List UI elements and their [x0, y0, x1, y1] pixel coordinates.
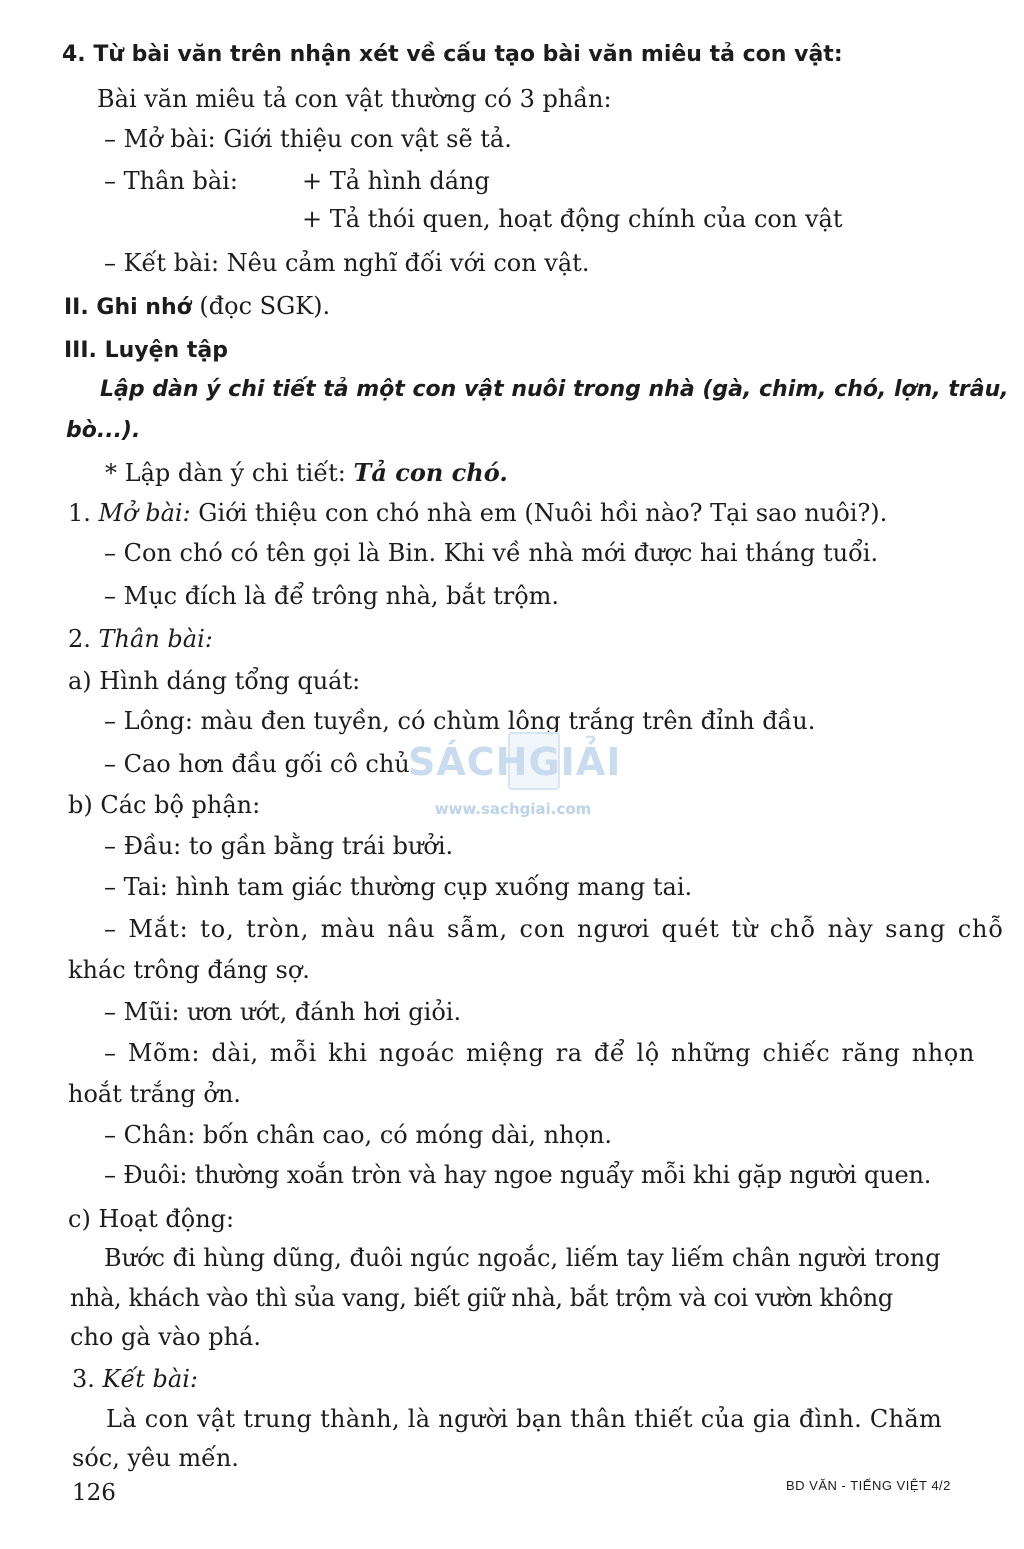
outline-title: Tả con chó.	[353, 458, 508, 487]
list-item-continuation: khác trông đáng sợ.	[68, 956, 310, 984]
list-item: – Mũi: ươn ướt, đánh hơi giỏi.	[104, 998, 462, 1026]
list-item: – Đầu: to gần bằng trái bưởi.	[104, 832, 454, 860]
paragraph-line: Là con vật trung thành, là người bạn thân thiết của gia đình. Chăm	[106, 1405, 943, 1433]
mo-bai-text: Giới thiệu con chó nhà em (Nuôi hồi nào? Tại sao nuôi?).	[198, 499, 888, 527]
list-item: – Lông: màu đen tuyền, có chùm lông trắng trên đỉnh đầu.	[104, 707, 816, 735]
list-item: – Mõm: dài, mỗi khi ngoác miệng ra để lộ những chiếc răng nhọn	[104, 1039, 975, 1067]
list-item: – Cao hơn đầu gối cô chủ.	[104, 750, 418, 778]
list-item: – Đuôi: thường xoắn tròn và hay ngoe nguẩy mỗi khi gặp người quen.	[104, 1161, 932, 1189]
list-item: – Chân: bốn chân cao, có móng dài, nhọn.	[104, 1121, 613, 1149]
section-2-note: (đọc SGK).	[199, 292, 331, 320]
outline-line	[105, 458, 508, 488]
mo-bai-num: 1.	[68, 499, 91, 527]
outline-prefix: * Lập dàn ý chi tiết:	[105, 459, 346, 487]
than-bai-heading	[68, 624, 213, 654]
watermark	[408, 726, 622, 822]
task-line-2: bò...).	[66, 418, 141, 443]
than-bai-item-2: + Tả thói quen, hoạt động chính của con vật	[302, 205, 843, 233]
than-bai-label-italic: Thân bài:	[98, 625, 213, 653]
ket-bai-num: 3.	[72, 1365, 95, 1393]
than-bai-num: 2.	[68, 625, 91, 653]
watermark-url: www.sachgiai.com	[434, 800, 592, 818]
mo-bai-heading	[68, 498, 887, 528]
subsection-b-heading: b) Các bộ phận:	[68, 791, 261, 819]
mo-bai-item: – Con chó có tên gọi là Bin. Khi về nhà mới được hai tháng tuổi.	[104, 539, 879, 567]
paragraph-line: Bước đi hùng dũng, đuôi ngúc ngoắc, liếm tay liếm chân người trong	[104, 1244, 941, 1272]
section-4-intro: Bài văn miêu tả con vật thường có 3 phần:	[97, 85, 612, 113]
section-4-heading: 4. Từ bài văn trên nhận xét về cấu tạo bài văn miêu tả con vật:	[62, 42, 843, 67]
subsection-a-heading: a) Hình dáng tổng quát:	[68, 667, 361, 695]
list-item-continuation: hoắt trắng ởn.	[68, 1080, 241, 1108]
watermark-brand: SÁCHGIẢI	[408, 740, 622, 784]
paragraph-line: sóc, yêu mến.	[72, 1444, 239, 1472]
ket-bai-label: Kết bài:	[102, 1365, 198, 1393]
section-2-line	[64, 291, 330, 323]
ket-bai-heading	[72, 1364, 198, 1394]
book-label: BD VĂN - TIẾNG VIỆT 4/2	[786, 1478, 951, 1493]
list-item: – Mắt: to, tròn, màu nâu sẫm, con ngươi quét từ chỗ này sang chỗ	[104, 915, 1005, 943]
mo-bai-label: Mở bài:	[98, 499, 191, 527]
section-2-heading: II. Ghi nhớ	[64, 295, 192, 320]
page-number: 126	[72, 1480, 116, 1506]
mo-bai-summary: – Mở bài: Giới thiệu con vật sẽ tả.	[104, 125, 512, 153]
than-bai-item-1: + Tả hình dáng	[302, 167, 490, 195]
list-item: – Tai: hình tam giác thường cụp xuống mang tai.	[104, 873, 693, 901]
paragraph-line: cho gà vào phá.	[70, 1323, 261, 1351]
than-bai-label: – Thân bài:	[104, 167, 238, 195]
paragraph-line: nhà, khách vào thì sủa vang, biết giữ nhà, bắt trộm và coi vườn không	[70, 1284, 893, 1312]
ket-bai-summary: – Kết bài: Nêu cảm nghĩ đối với con vật.	[104, 249, 590, 277]
subsection-c-heading: c) Hoạt động:	[68, 1205, 235, 1233]
mo-bai-item: – Mục đích là để trông nhà, bắt trộm.	[104, 582, 560, 610]
task-line-1: Lập dàn ý chi tiết tả một con vật nuôi trong nhà (gà, chim, chó, lợn, trâu,	[100, 377, 1009, 402]
section-3-heading: III. Luyện tập	[64, 338, 228, 363]
